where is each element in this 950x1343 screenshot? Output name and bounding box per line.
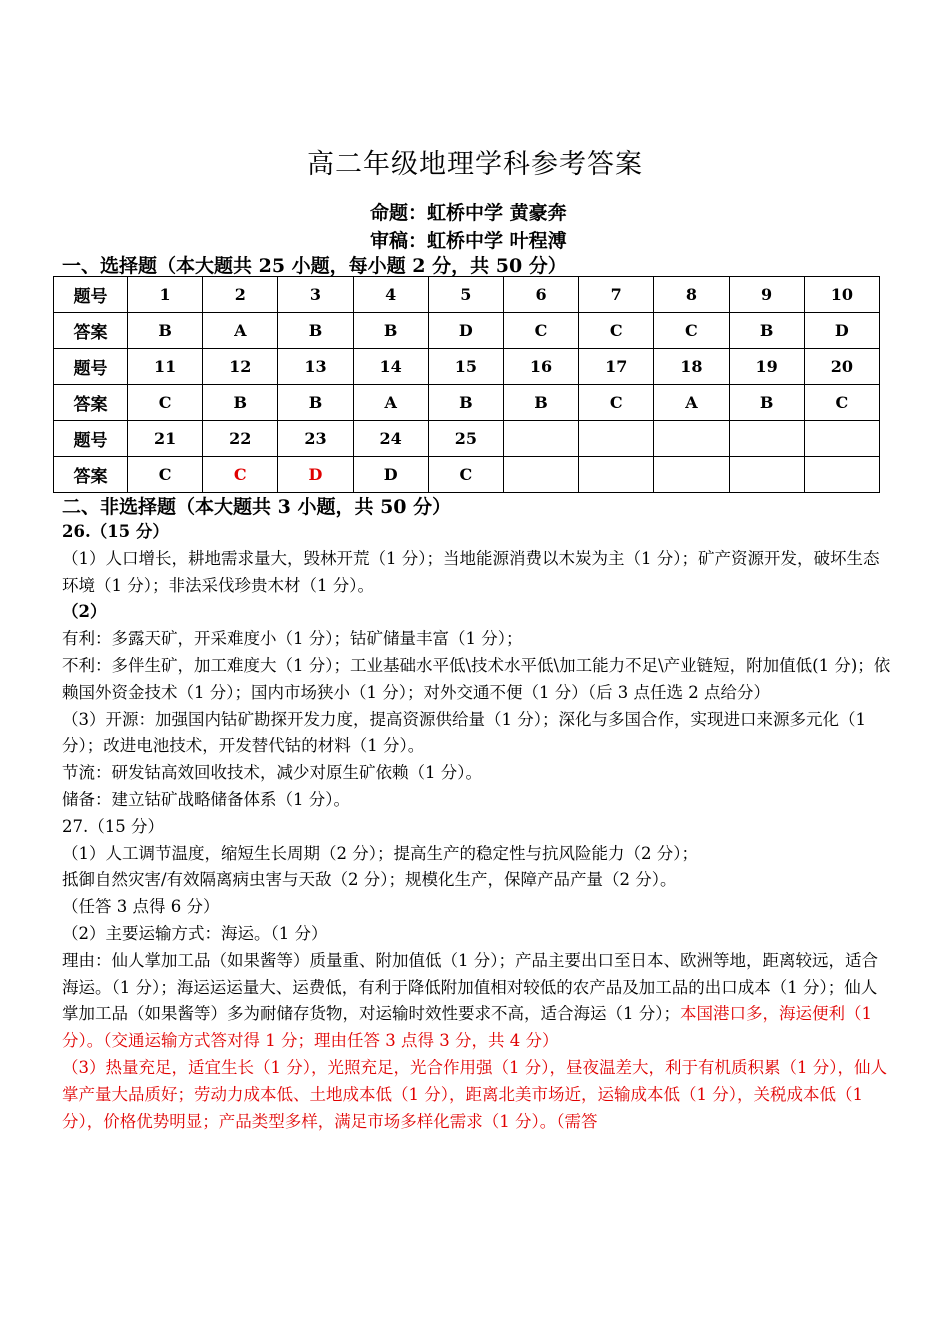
question-number-cell: 6: [503, 277, 578, 313]
answer-line: 26.（15 分）: [62, 522, 169, 541]
question-number-cell: 1: [128, 277, 203, 313]
answer-cell: [729, 457, 804, 493]
question-number-cell: 8: [654, 277, 729, 313]
question-number-cell: [804, 421, 879, 457]
answer-cell: [503, 457, 578, 493]
question-number-cell: 20: [804, 349, 879, 385]
answer-line: （2）主要运输方式：海运。（1 分）: [62, 923, 328, 943]
answer-cell: A: [654, 385, 729, 421]
answer-cell: D: [428, 313, 503, 349]
reviewer-line: 审稿：虹桥中学 叶程溥: [370, 230, 567, 252]
answer-cell: B: [203, 385, 278, 421]
answer-cell: B: [428, 385, 503, 421]
page-title: 高二年级地理学科参考答案: [307, 149, 643, 180]
question-number-cell: 12: [203, 349, 278, 385]
answer-cell: C: [579, 385, 654, 421]
row-label-answer: 答案: [54, 313, 128, 349]
answer-cell: A: [203, 313, 278, 349]
question-number-cell: 14: [353, 349, 428, 385]
q27-2-reason-text: 理由：仙人掌加工品（如果酱等）质量重、附加值低（1 分）；产品主要出口至日本、欧洲等地，距离较远，适合海运。（1 分）；海运运运量大、运费低，有利于降低附加值相对较低的农产品及加工品的出口成本（1 分）；仙人掌加工品（如果酱等）多为耐储存货物，对运输时效性要求不高，适合海运（1 分）；: [62, 950, 878, 1024]
answer-cell: B: [503, 385, 578, 421]
answer-cell: A: [353, 385, 428, 421]
question-number-cell: 17: [579, 349, 654, 385]
question-number-cell: 10: [804, 277, 879, 313]
answer-cell: [654, 457, 729, 493]
question-number-cell: 16: [503, 349, 578, 385]
answer-line: 27.（15 分）: [62, 816, 164, 836]
answer-table: [53, 276, 880, 493]
q27-2-reason: [62, 948, 892, 1055]
section-free-response-heading: 二、非选择题（本大题共 3 小题，共 50 分）: [62, 496, 452, 518]
answer-line: 节流：研发钴高效回收技术，减少对原生矿依赖（1 分）。: [62, 763, 482, 783]
answer-cell: C: [804, 385, 879, 421]
answer-cell: D: [353, 457, 428, 493]
section-multiple-choice-heading: 一、选择题（本大题共 25 小题，每小题 2 分，共 50 分）: [62, 255, 567, 277]
answer-cell: C: [503, 313, 578, 349]
answer-line: 抵御自然灾害/有效隔离病虫害与天敌（2 分）；规模化生产，保障产品产量（2 分）。: [62, 870, 677, 890]
question-number-cell: 25: [428, 421, 503, 457]
question-number-cell: 22: [203, 421, 278, 457]
answer-cell: C: [579, 313, 654, 349]
question-number-cell: 11: [128, 349, 203, 385]
question-number-cell: 21: [128, 421, 203, 457]
question-number-row: [54, 421, 880, 457]
question-number-cell: 18: [654, 349, 729, 385]
answer-cell: B: [128, 313, 203, 349]
answer-cell: B: [278, 313, 353, 349]
question-number-cell: 9: [729, 277, 804, 313]
answer-line: 储备：建立钴矿战略储备体系（1 分）。: [62, 789, 350, 809]
answer-cell: B: [729, 385, 804, 421]
row-label-answer: 答案: [54, 385, 128, 421]
question-number-cell: [729, 421, 804, 457]
answer-line: 不利：多伴生矿，加工难度大（1 分）；工业基础水平低\技术水平低\加工能力不足\产业链短，附加值低(1 分)；依赖国外资金技术（1 分）；国内市场狭小（1 分）；对外交通不便（1 分）（后 3 点任选 2 点给分）: [62, 655, 891, 702]
question-number-cell: 7: [579, 277, 654, 313]
q27-2-reason-highlight: 本国港口多，海运便利（1 分）。（交通运输方式答对得 1 分；理由任答 3 点得 3 分，共 4 分）: [62, 1004, 872, 1051]
question-number-row: [54, 277, 880, 313]
answer-cell: [579, 457, 654, 493]
answer-cell: C: [428, 457, 503, 493]
author-line: 命题：虹桥中学 黄豪奔: [370, 202, 567, 224]
question-number-cell: [654, 421, 729, 457]
answer-cell: B: [278, 385, 353, 421]
answer-cell: C: [203, 457, 278, 493]
answer-line: （3）开源：加强国内钴矿勘探开发力度，提高资源供给量（1 分）；深化与多国合作，实现进口来源多元化（1 分）；改进电池技术，开发替代钴的材料（1 分）。: [62, 709, 866, 756]
answer-line: 有利：多露天矿，开采难度小（1 分）；钴矿储量丰富（1 分）；: [62, 629, 523, 649]
question-number-cell: 5: [428, 277, 503, 313]
question-number-cell: 13: [278, 349, 353, 385]
q27-3-answer: （3）热量充足，适宜生长（1 分），光照充足，光合作用强（1 分），昼夜温差大，利于有机质积累（1 分），仙人掌产量大品质好；劳动力成本低、土地成本低（1 分），距离北美市场近，运输成本低（1 分），关税成本低（1 分），价格优势明显；产品类型多样，满足市场多样化需求（1 分）。（需答: [62, 1057, 887, 1131]
answer-row: [54, 385, 880, 421]
question-number-row: [54, 349, 880, 385]
answer-cell: C: [128, 385, 203, 421]
row-label-number: 题号: [54, 277, 128, 313]
question-number-cell: 23: [278, 421, 353, 457]
answer-row: [54, 457, 880, 493]
answer-cell: B: [729, 313, 804, 349]
answer-cell: B: [353, 313, 428, 349]
row-label-number: 题号: [54, 349, 128, 385]
answer-line: （任答 3 点得 6 分）: [62, 897, 220, 917]
answer-cell: [804, 457, 879, 493]
answer-row: [54, 313, 880, 349]
answer-cell: C: [654, 313, 729, 349]
free-response-answers: [62, 519, 892, 1135]
answer-cell: D: [804, 313, 879, 349]
question-number-cell: [579, 421, 654, 457]
question-number-cell: 24: [353, 421, 428, 457]
answer-line: （1）人口增长，耕地需求量大，毁林开荒（1 分）；当地能源消费以木炭为主（1 分）；矿产资源开发，破坏生态环境（1 分）；非法采伐珍贵木材（1 分）。: [62, 548, 880, 595]
answer-line: （2）: [62, 602, 107, 622]
row-label-answer: 答案: [54, 457, 128, 493]
row-label-number: 题号: [54, 421, 128, 457]
question-number-cell: 19: [729, 349, 804, 385]
question-number-cell: 4: [353, 277, 428, 313]
answer-cell: D: [278, 457, 353, 493]
question-number-cell: [503, 421, 578, 457]
question-number-cell: 15: [428, 349, 503, 385]
answer-line: （1）人工调节温度，缩短生长周期（2 分）；提高生产的稳定性与抗风险能力（2 分）；: [62, 843, 698, 863]
question-number-cell: 2: [203, 277, 278, 313]
question-number-cell: 3: [278, 277, 353, 313]
answer-cell: C: [128, 457, 203, 493]
